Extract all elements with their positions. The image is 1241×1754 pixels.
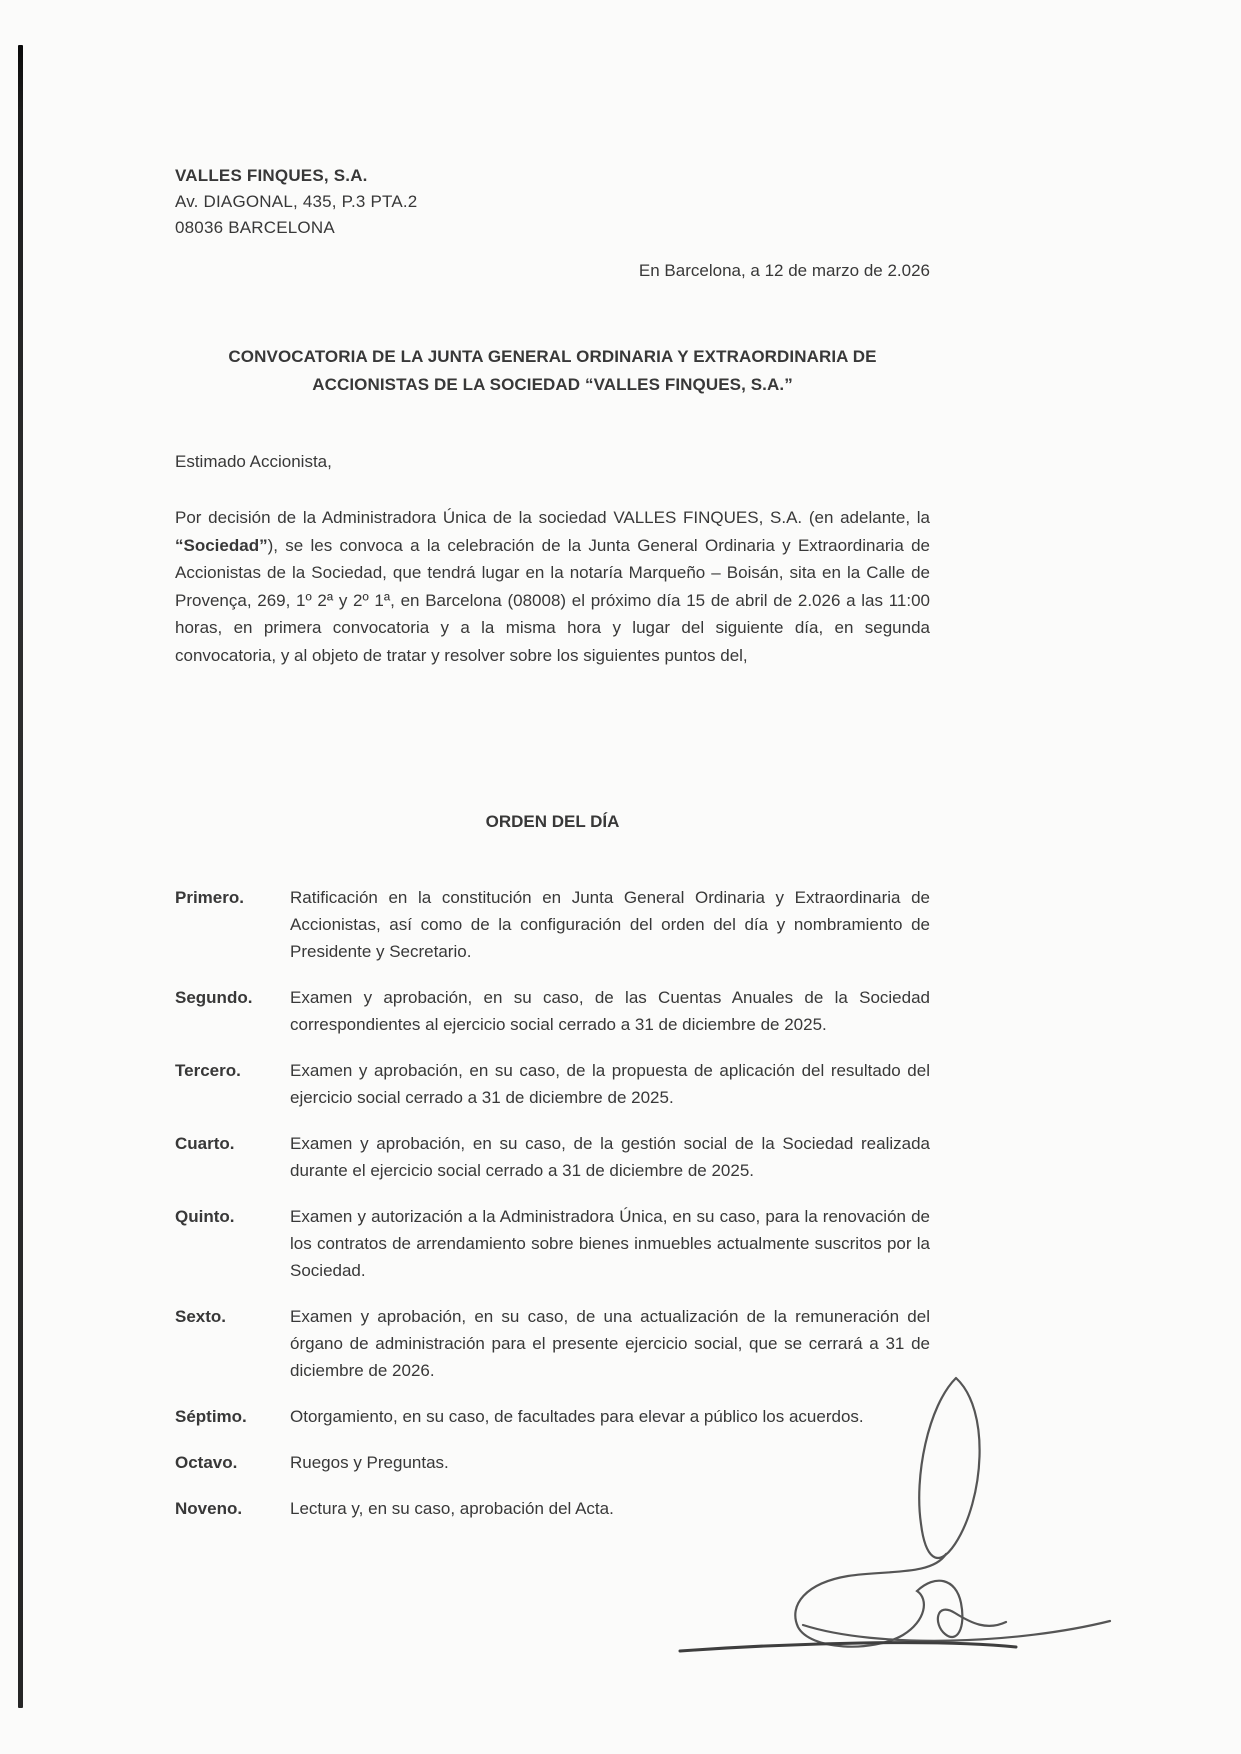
agenda-item [175,1203,930,1284]
body-text-part2: ), se les convoca a la celebración de la Junta General Ordinaria y Extraordinaria de Accionistas de la Sociedad, que tendrá lugar en la notaría Marqueño – Boisán, sita en la Calle de Provença, 269, 1º 2ª y 2º 1ª, en Barcelona (08008) el próximo día 15 de abril de 2.026 a las 11:00 horas, en primera convocatoria y a la misma hora y lugar del siguiente día, en segunda convocatoria, y al objeto de tratar y resolver sobre los siguientes puntos del, [175,535,930,665]
agenda-item [175,1303,930,1384]
agenda-item-text: Ruegos y Preguntas. [290,1453,449,1472]
agenda-item-text: Lectura y, en su caso, aprobación del Acta. [290,1499,614,1518]
agenda-item [175,1403,930,1430]
agenda-item [175,1057,930,1111]
body-text-bold: “Sociedad” [175,535,268,555]
agenda-item-text: Examen y aprobación, en su caso, de las Cuentas Anuales de la Sociedad correspondientes al ejercicio social cerrado a 31 de diciembre de 2025. [290,988,930,1034]
agenda-item-text: Examen y aprobación, en su caso, de la gestión social de la Sociedad realizada durante el ejercicio social cerrado a 31 de diciembre de 2025. [290,1134,930,1180]
agenda-item-label: Segundo. [175,988,253,1007]
document-title [175,343,930,399]
company-name: VALLES FINQUES, S.A. [175,166,368,185]
address-line-2: 08036 BARCELONA [175,218,335,237]
agenda-item [175,984,930,1038]
agenda-item-label: Primero. [175,888,244,907]
agenda-item [175,884,930,965]
agenda-item [175,1130,930,1184]
agenda-item-text: Ratificación en la constitución en Junta General Ordinaria y Extraordinaria de Accionistas, así como de la configuración del orden del día y nombramiento de Presidente y Secretario. [290,888,930,961]
agenda-heading: ORDEN DEL DÍA [485,812,620,831]
agenda-item-label: Sexto. [175,1307,227,1326]
agenda-item-text: Examen y aprobación, en su caso, de una actualización de la remuneración del órgano de administración para el presente ejercicio social, que se cerrará a 31 de diciembre de 2026. [290,1307,930,1380]
body-text-part1: Por decisión de la Administradora Única de la sociedad VALLES FINQUES, S.A. (en adelante, la [175,508,930,527]
agenda-item-text: Examen y autorización a la Administradora Única, en su caso, para la renovación de los contratos de arrendamiento sobre bienes inmuebles actualmente suscritos por la Sociedad. [290,1207,930,1280]
salutation: Estimado Accionista, [175,452,332,471]
agenda-item-label: Cuarto. [175,1134,235,1153]
agenda-item [175,1449,930,1476]
address-line-1: Av. DIAGONAL, 435, P.3 PTA.2 [175,192,418,211]
body-paragraph [175,504,930,669]
document-title-line-1: CONVOCATORIA DE LA JUNTA GENERAL ORDINARIA Y EXTRAORDINARIA DE [228,347,877,366]
scan-edge-artifact [18,45,23,1708]
agenda-item-text: Otorgamiento, en su caso, de facultades para elevar a público los acuerdos. [290,1407,864,1426]
agenda-item-label: Noveno. [175,1499,243,1518]
agenda-list [175,884,930,1541]
agenda-item-label: Octavo. [175,1453,238,1472]
agenda-item-label: Séptimo. [175,1407,247,1426]
dateline: En Barcelona, a 12 de marzo de 2.026 [638,261,930,280]
agenda-item-text: Examen y aprobación, en su caso, de la propuesta de aplicación del resultado del ejercicio social cerrado a 31 de diciembre de 2025. [290,1061,930,1107]
document-title-line-2: ACCIONISTAS DE LA SOCIEDAD “VALLES FINQUES, S.A.” [312,375,793,394]
sender-address-block [175,163,417,241]
agenda-item [175,1495,930,1522]
agenda-item-label: Quinto. [175,1207,235,1226]
agenda-item-label: Tercero. [175,1061,241,1080]
